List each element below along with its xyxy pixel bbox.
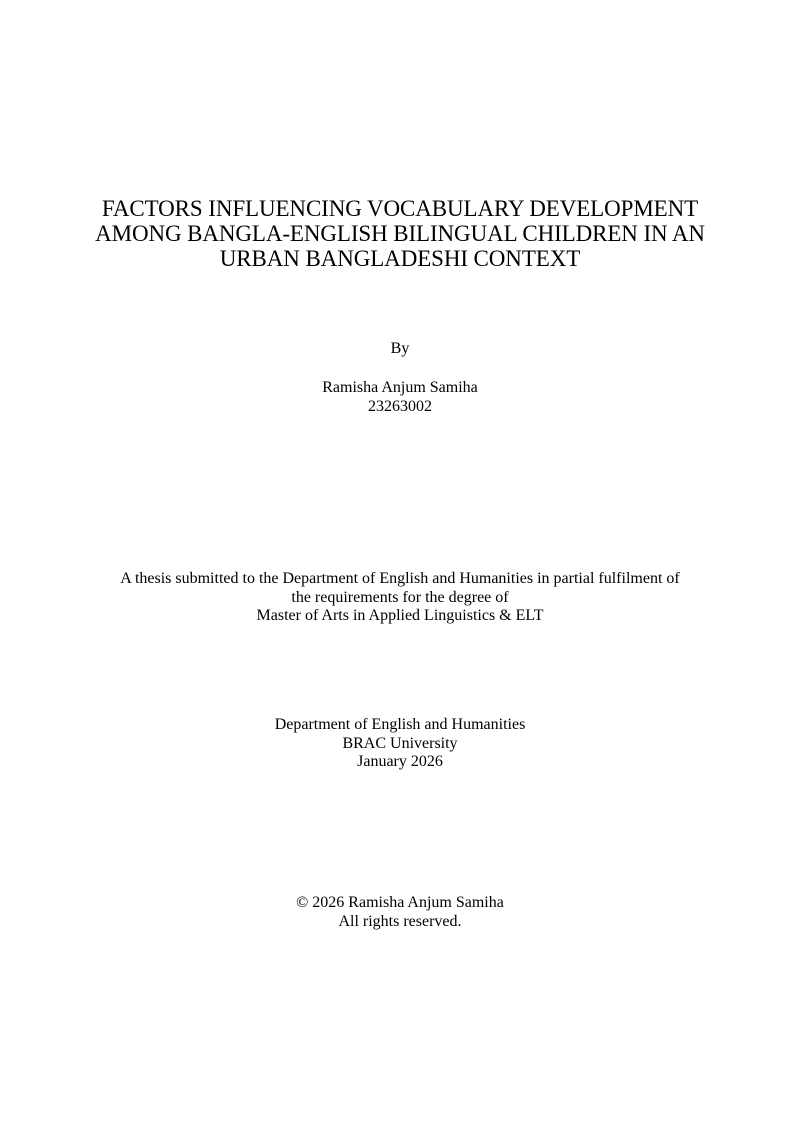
student-id: 23263002 <box>368 397 432 415</box>
title-line: FACTORS INFLUENCING VOCABULARY DEVELOPMENT <box>101 196 699 221</box>
institution-block <box>0 716 800 772</box>
submission-line: A thesis submitted to the Department of English and Humanities in partial fulfilment of <box>120 570 680 587</box>
author-block <box>0 379 800 416</box>
title-line: URBAN BANGLADESHI CONTEXT <box>219 246 581 271</box>
copyright-block <box>0 894 800 931</box>
copyright-notice: © 2026 Ramisha Anjum Samiha <box>296 894 504 911</box>
department-name: Department of English and Humanities <box>274 716 526 733</box>
rights-statement: All rights reserved. <box>338 912 462 930</box>
degree-name: Master of Arts in Applied Linguistics & ELT <box>256 607 544 624</box>
title-line: AMONG BANGLA-ENGLISH BILINGUAL CHILDREN IN AN <box>95 221 705 246</box>
university-name: BRAC University <box>342 734 458 752</box>
author-name: Ramisha Anjum Samiha <box>322 379 478 396</box>
submission-line: the requirements for the degree of <box>291 588 509 606</box>
byline <box>0 340 800 359</box>
thesis-title <box>0 196 800 271</box>
submission-statement <box>0 570 800 626</box>
byline-text: By <box>390 340 410 357</box>
submission-date: January 2026 <box>357 753 443 770</box>
